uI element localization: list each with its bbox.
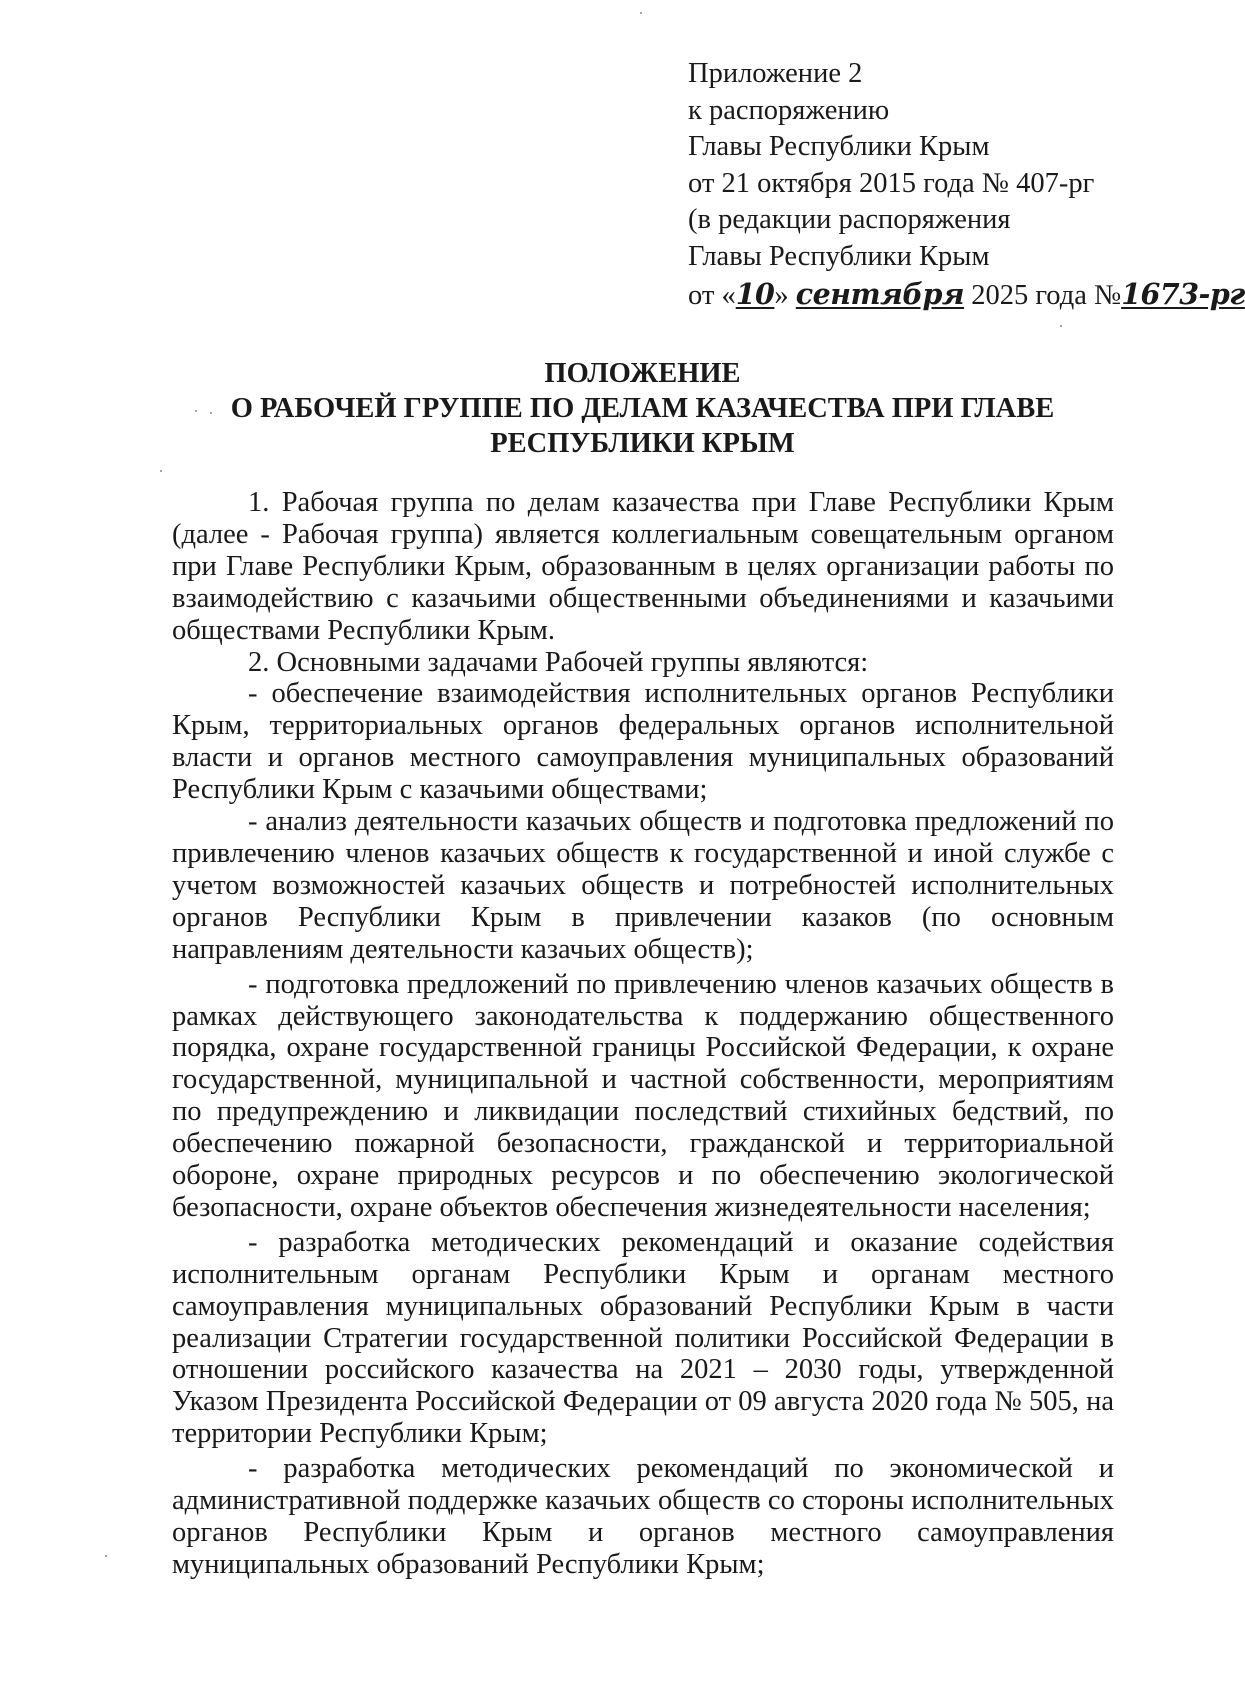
handwritten-number: 1673-рг bbox=[1121, 276, 1245, 311]
paragraph: - обеспечение взаимодействия исполнительных органов Республики Крым, территориальных органов федеральных органов исполнительной власти и органов местного самоуправления муниципальных образований Республики Крым с казачьими обществами; bbox=[172, 678, 1114, 806]
scan-speck bbox=[210, 412, 212, 414]
document-title: ПОЛОЖЕНИЕ bbox=[544, 358, 741, 389]
date-prefix: от « bbox=[688, 279, 736, 311]
appendix-line: от 21 октября 2015 года № 407-рг bbox=[688, 167, 1095, 199]
date-quote: » bbox=[774, 279, 789, 311]
appendix-line: Главы Республики Крым bbox=[688, 131, 990, 163]
appendix-line: Приложение 2 bbox=[688, 58, 863, 89]
scan-speck bbox=[1060, 325, 1062, 327]
appendix-header bbox=[688, 56, 1245, 314]
date-year: 2025 года № bbox=[971, 279, 1122, 311]
scan-speck bbox=[195, 410, 197, 412]
scan-speck bbox=[160, 470, 162, 472]
document-subtitle-line: О РАБОЧЕЙ ГРУППЕ ПО ДЕЛАМ КАЗАЧЕСТВА ПРИ ГЛАВЕ bbox=[230, 393, 1055, 424]
paragraph: - разработка методических рекомендаций и оказание содействия исполнительным органам Республики Крым и органам местного самоуправления муниципальных образований Республики Крым в части реализации Стратегии государственной политики Российской Федерации в отношении российского казачества на 2021 – 2030 годы, утвержденной Указом Президента Российской Федерации от 09 августа 2020 года № 505, на территории Республики Крым; bbox=[172, 1226, 1114, 1450]
paragraph: - подготовка предложений по привлечению членов казачьих обществ в рамках действующего законодательства к поддержанию общественного порядка, охране государственной границы Российской Федерации, к охране государственной, муниципальной и частной собственности, мероприятиям по предупреждению и ликвидации последствий стихийных бедствий, по обеспечению пожарной безопасности, гражданской и территориальной обороне, охране природных ресурсов и по обеспечению экологической безопасности, охране объектов обеспечения жизнедеятельности населения; bbox=[172, 968, 1114, 1223]
appendix-line: Главы Республики Крым bbox=[688, 240, 990, 272]
scan-speck bbox=[640, 12, 642, 14]
handwritten-month: сентября bbox=[795, 276, 965, 311]
document-subtitle-line: РЕСПУБЛИКИ КРЫМ bbox=[490, 428, 795, 459]
appendix-line: к распоряжению bbox=[688, 94, 890, 126]
scan-speck bbox=[105, 1555, 107, 1557]
paragraph: 2. Основными задачами Рабочей группы являются: bbox=[248, 646, 869, 678]
paragraph: - разработка методических рекомендаций по экономической и административной поддержке казачьих обществ со стороны исполнительных органов Республики Крым и органов местного самоуправления муниципальных образований Республики Крым; bbox=[172, 1453, 1114, 1580]
handwritten-day: 10 bbox=[735, 276, 775, 311]
document-body bbox=[172, 487, 1114, 1581]
appendix-line: (в редакции распоряжения bbox=[688, 204, 1011, 236]
paragraph: - анализ деятельности казачьих обществ и подготовка предложений по привлечению членов казачьих обществ к государственной и иной службе с учетом возможностей казачьих обществ и потребностей исполнительных органов Республики Крым в привлечении казаков (по основным направлениям деятельности казачьих обществ); bbox=[172, 806, 1114, 965]
appendix-date-line bbox=[688, 276, 1245, 315]
paragraph: 1. Рабочая группа по делам казачества при Главе Республики Крым (далее - Рабочая группа) является коллегиальным совещательным органом при Главе Республики Крым, образованным в целях организации работы по взаимодействию с казачьими общественными объединениями и казачьими обществами Республики Крым. bbox=[172, 487, 1114, 646]
